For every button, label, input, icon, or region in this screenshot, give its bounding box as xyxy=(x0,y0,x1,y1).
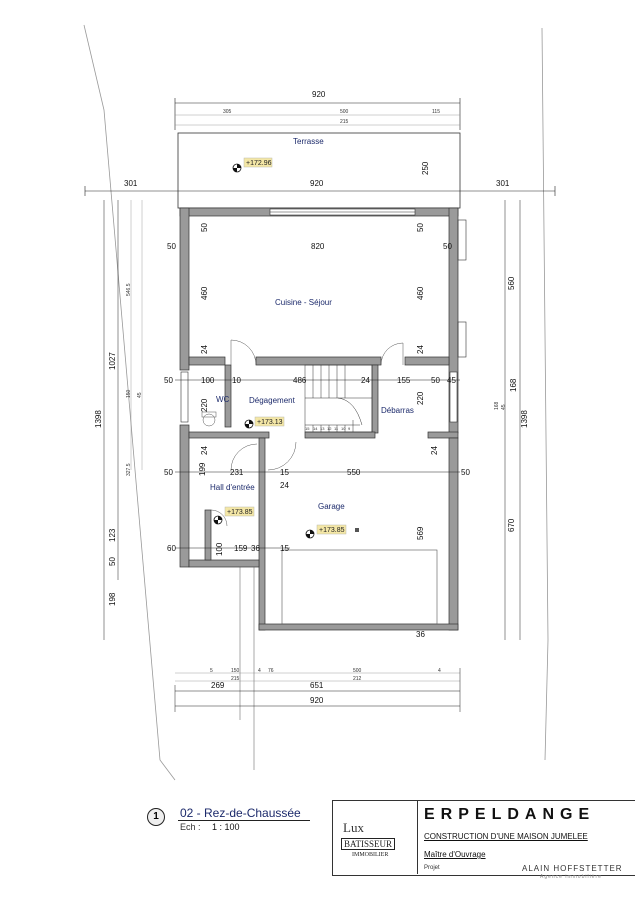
dim-mid-total: 920 xyxy=(310,179,324,188)
svg-text:150: 150 xyxy=(231,668,240,674)
dim-top-sub3: 115 xyxy=(432,109,440,115)
svg-text:9: 9 xyxy=(348,426,351,431)
dim-top-sub2: 500 xyxy=(340,109,349,115)
svg-text:24: 24 xyxy=(430,446,439,455)
svg-text:4: 4 xyxy=(258,668,261,674)
svg-text:50: 50 xyxy=(461,468,470,477)
svg-text:45: 45 xyxy=(501,404,507,410)
left-dimensions xyxy=(104,200,142,640)
svg-text:50: 50 xyxy=(443,242,452,251)
level-garage: +173.85 xyxy=(319,527,345,534)
svg-text:13: 13 xyxy=(320,426,325,431)
level-marker-degagement xyxy=(245,417,284,428)
svg-text:269: 269 xyxy=(211,681,225,690)
svg-text:1398: 1398 xyxy=(94,410,103,428)
svg-text:10: 10 xyxy=(341,426,346,431)
svg-text:24: 24 xyxy=(200,345,209,354)
svg-text:168: 168 xyxy=(509,378,518,392)
svg-text:24: 24 xyxy=(280,481,289,490)
svg-text:460: 460 xyxy=(200,286,209,300)
svg-text:168: 168 xyxy=(494,401,500,410)
svg-text:651: 651 xyxy=(310,681,324,690)
dim-right-ext: 301 xyxy=(496,179,510,188)
svg-text:50: 50 xyxy=(164,376,173,385)
svg-text:155: 155 xyxy=(397,376,411,385)
dim-top-sub1: 305 xyxy=(223,109,232,115)
svg-text:1398: 1398 xyxy=(520,410,529,428)
svg-text:920: 920 xyxy=(310,696,324,705)
room-debarras: Débarras xyxy=(381,406,414,415)
svg-text:500: 500 xyxy=(353,668,362,674)
svg-text:670: 670 xyxy=(507,518,516,532)
svg-text:10: 10 xyxy=(232,376,241,385)
level-hall: +173.85 xyxy=(227,509,253,516)
svg-text:100: 100 xyxy=(201,376,215,385)
svg-text:24: 24 xyxy=(200,446,209,455)
room-degagement: Dégagement xyxy=(249,396,295,405)
svg-text:15: 15 xyxy=(305,426,310,431)
svg-text:14: 14 xyxy=(313,426,318,431)
svg-text:486: 486 xyxy=(293,376,307,385)
svg-text:15: 15 xyxy=(280,468,289,477)
svg-text:150: 150 xyxy=(126,389,132,398)
room-cuisine: Cuisine - Séjour xyxy=(275,298,332,307)
dim-terrasse-depth: 250 xyxy=(421,161,430,175)
maitre-ouvrage-label: Maître d'Ouvrage xyxy=(424,850,486,859)
garage-door xyxy=(282,550,437,624)
project-name: ERPELDANGE xyxy=(424,806,596,823)
svg-text:4: 4 xyxy=(438,668,441,674)
svg-text:546.5: 546.5 xyxy=(126,283,132,296)
svg-text:12: 12 xyxy=(327,426,332,431)
room-terrasse: Terrasse xyxy=(293,137,324,146)
svg-text:76: 76 xyxy=(268,668,274,674)
svg-text:569: 569 xyxy=(416,526,425,540)
architect-subtitle: Agence immobilière xyxy=(540,874,602,880)
svg-text:327.5: 327.5 xyxy=(126,463,132,476)
svg-text:60: 60 xyxy=(167,544,176,553)
svg-text:50: 50 xyxy=(108,557,117,566)
svg-text:1027: 1027 xyxy=(108,352,117,370)
dim-top-total: 920 xyxy=(312,90,326,99)
svg-text:15: 15 xyxy=(280,544,289,553)
svg-text:36: 36 xyxy=(416,630,425,639)
svg-text:220: 220 xyxy=(200,398,209,412)
drawing-number-badge: 1 xyxy=(147,808,165,826)
dim-left-ext: 301 xyxy=(124,179,138,188)
title-block-divider xyxy=(417,800,418,874)
svg-text:45: 45 xyxy=(137,392,143,398)
svg-text:199: 199 xyxy=(198,462,207,476)
drawing-name: 02 - Rez-de-Chaussée xyxy=(180,806,301,820)
svg-text:159: 159 xyxy=(234,544,248,553)
scale-value: 1 : 100 xyxy=(212,822,240,832)
logo-immobilier: IMMOBILIER xyxy=(352,852,389,858)
svg-text:560: 560 xyxy=(507,276,516,290)
scale-label: Ech : xyxy=(180,822,201,832)
svg-text:50: 50 xyxy=(164,468,173,477)
right-dimensions xyxy=(505,200,520,640)
svg-text:5: 5 xyxy=(210,668,213,674)
svg-text:100: 100 xyxy=(215,542,224,556)
level-terrasse: +172.96 xyxy=(246,160,272,167)
svg-text:460: 460 xyxy=(416,286,425,300)
svg-text:550: 550 xyxy=(347,468,361,477)
property-line-left xyxy=(84,25,175,780)
dim-top-sub4: 215 xyxy=(340,119,349,125)
svg-text:11: 11 xyxy=(334,426,339,431)
svg-text:45: 45 xyxy=(447,376,456,385)
svg-text:215: 215 xyxy=(231,676,240,682)
svg-text:231: 231 xyxy=(230,468,244,477)
svg-text:50: 50 xyxy=(416,223,425,232)
logo-batisseur: BATISSEUR xyxy=(341,838,395,850)
room-garage: Garage xyxy=(318,502,345,511)
stair-numbers xyxy=(305,426,351,431)
architect-name: ALAIN HOFFSTETTER xyxy=(522,864,623,873)
level-degagement: +173.13 xyxy=(257,419,283,426)
title-underline xyxy=(178,820,310,821)
svg-text:220: 220 xyxy=(416,391,425,405)
property-line-right xyxy=(542,28,548,760)
level-marker-garage xyxy=(306,525,359,538)
svg-text:36: 36 xyxy=(251,544,260,553)
walls xyxy=(180,208,458,630)
room-hall: Hall d'entrée xyxy=(210,483,255,492)
room-wc: WC xyxy=(216,395,230,404)
svg-text:820: 820 xyxy=(311,242,325,251)
logo-lux: Lux xyxy=(343,820,364,835)
construction-label: CONSTRUCTION D'UNE MAISON JUMELEE xyxy=(424,832,588,841)
windows xyxy=(181,209,466,422)
projet-label: Projet xyxy=(424,865,440,871)
level-marker-terrasse xyxy=(233,158,272,172)
svg-text:50: 50 xyxy=(431,376,440,385)
svg-text:50: 50 xyxy=(167,242,176,251)
bottom-dimensions xyxy=(175,668,460,712)
svg-text:24: 24 xyxy=(416,345,425,354)
svg-text:212: 212 xyxy=(353,676,362,682)
svg-text:198: 198 xyxy=(108,592,117,606)
svg-text:24: 24 xyxy=(361,376,370,385)
svg-text:50: 50 xyxy=(200,223,209,232)
level-marker-hall xyxy=(214,507,254,524)
svg-text:123: 123 xyxy=(108,528,117,542)
